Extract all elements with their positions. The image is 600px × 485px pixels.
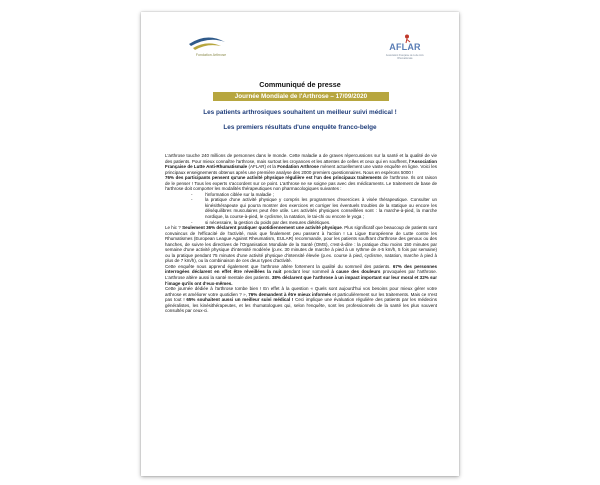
treatment-list (165, 192, 437, 225)
paragraph-intro: L'arthrose touche 240 millions de personnes dans le monde. Cette maladie a de graves répercussions sur la santé et la qualité de vie des patients. Pour mieux connaître l'arthrose, mais surtout les croyances et les attentes de celles et ceux qui en souffrent, l'Association Française de Lutte Anti-Rhumatismale (AFLAR) et la Fondation Arthrose mènent actuellement une vaste enquête en ligne. Voici les principaux enseignements obtenus après une première analyse des 2000 premiers questionnaires. Nous en espérons 5000 ! (165, 153, 437, 175)
swoosh-icon (187, 34, 227, 52)
headline-primary: Les patients arthrosiques souhaitent un meilleur suivi médical ! (203, 109, 397, 116)
list-item: - si nécessaire, la gestion du poids par des mesures diététiques. (205, 220, 437, 226)
aflar-subtitle: Association Française de Lutte Anti-Rhumatismale (385, 54, 425, 60)
paragraph-sleep: Cette enquête nous apprend également que l'arthrose altère fortement la qualité du sommeil des patients. 67% des personnes interrogées déclarent en effet être réveillées la nuit pendant leur sommeil à cause des douleurs provoquées par l'arthrose. L'arthrose altère aussi la santé mentale des patients. 38% déclarent que l'arthrose à un impact important sur leur moral et 32% sur l'image qu'ils ont d'eux-mêmes. (165, 263, 438, 286)
list-item: - la pratique d'une activité physique y compris les programmes d'exercices à visée thérapeutique. Consulter un kinésithérapeute qui pourra montrer des exercices et corriger les éventuels troubles de la statique ou encore les déséquilibres musculaires peut être utile. Les activités physiques conseillées sont : la marche-à-pied, la marche nordique, la course-à-pied, le cyclisme, la natation, le tai-chi ou encore le yoga ; (205, 197, 437, 219)
paragraph-hic: Le hic ? Seulement 36% déclarent pratiquer quotidiennement une activité physique. Plus significatif que beaucoup de patients sont convaincus de l'efficacité de l'activité, mais que finalement peu passent à l'action ! La Ligue Européenne de Lutte contre les Rhumatismes (European League Against Rheumatism, EULAR) recommande, pour les patients souffrant d'arthrose des genoux ou des hanches, de suivre les directives de l'Organisation Mondiale de la Santé (OMS), c'est-à-dire : la pratique d'au moins 150 minutes par semaine d'une activité physique d'intensité modérée (p.ex. 30 minutes de marche à pied à un rythme de 4-5 km/h, 5 fois par semaine) ou la pratique pendant 75 minutes d'une activité physique d'intensité élevée (p.ex. course à pied, cyclisme, natation, marche à pied à plus de 7 km/h), ou la combinaison de ces deux types d'activité. (165, 225, 437, 264)
aflar-logo (385, 34, 425, 68)
paragraph-needs: Cette journée dédiée à l'arthrose tombe bien ! En effet à la question « Quels sont aujourd'hui vos besoins pour mieux gérer votre arthrose et améliorer votre quotidien ? », 76% demandent à être mieux informés et particulièrement sur les traitements. Mais ce n'est pas tout ! 65% souhaitent aussi un meilleur suivi médical ! Ceci implique une évaluation régulière des patients par les médecins généralistes, les kinésithérapeutes, et les rhumatologues qui, selon l'enquête, sont les professionnels de la santé les plus souvent consultés par ceux-ci. (165, 286, 438, 314)
fondation-arthrose-label: Fondation Arthrose (195, 53, 227, 57)
date-banner: Journée Mondiale de l'Arthrose – 17/09/2020 (213, 92, 389, 101)
fondation-arthrose-logo (181, 34, 233, 68)
page-title: Communiqué de presse (259, 80, 341, 89)
press-release-page (141, 12, 459, 476)
paragraph-activity: 76% des participants pensent qu'une activité physique régulière est l'un des principaux traitements de l'arthrose. Ils ont raison de le penser ! Tous les experts s'accordent sur ce point. L'arthrose ne se soigne pas avec des médicaments. Le traitement de base de l'arthrose doit comporter les modalités thérapeutiques non pharmacologiques suivantes : (165, 175, 438, 192)
list-item: - l'information ciblée sur la maladie ; (205, 192, 437, 198)
article-body (165, 153, 437, 314)
aflar-wordmark: AFLAR (389, 42, 421, 52)
headline-secondary: Les premiers résultats d'une enquête franco-belge (223, 124, 377, 131)
